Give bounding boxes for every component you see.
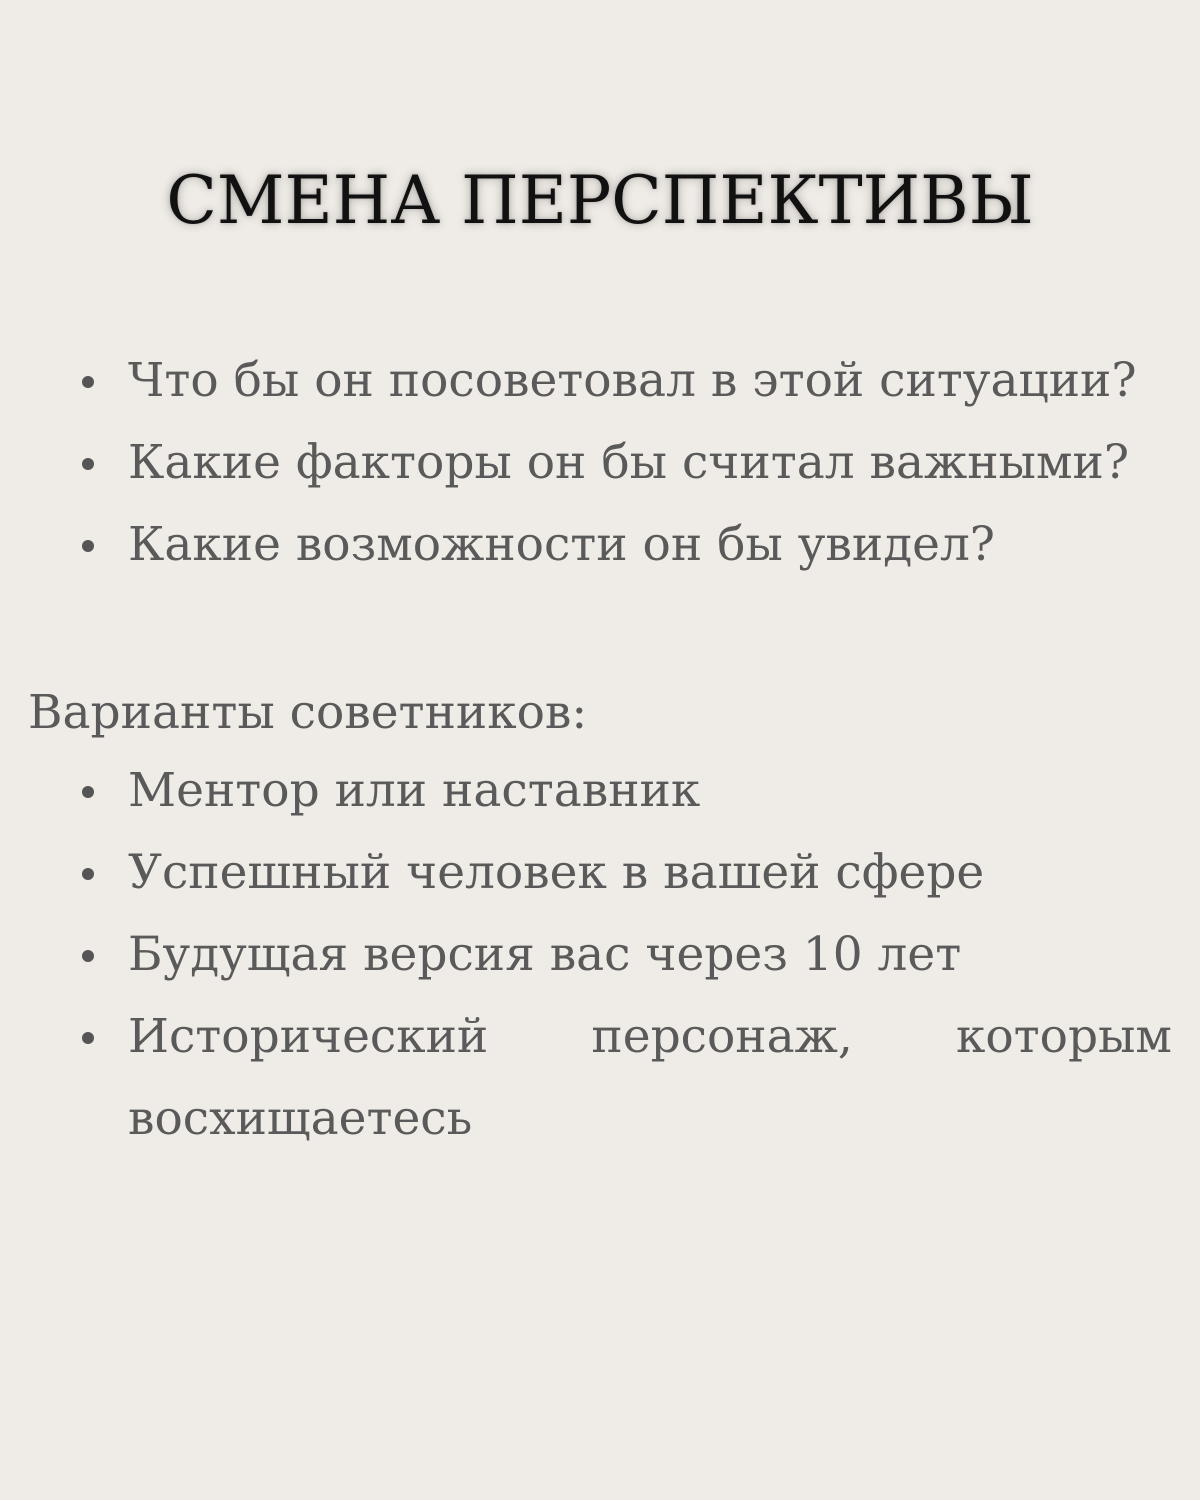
list-item xyxy=(82,996,1172,1160)
questions-list xyxy=(82,340,1182,586)
advisor-text: Исторический персонаж, которым восхищаетесь xyxy=(128,1009,1172,1146)
list-item xyxy=(82,914,1172,996)
advisor-text: Успешный человек в вашей сфере xyxy=(128,845,985,900)
bullet-icon xyxy=(82,458,94,470)
advisors-list xyxy=(82,750,1172,1160)
question-text: Какие факторы он бы считал важными? xyxy=(128,435,1130,490)
list-item xyxy=(82,340,1182,422)
question-text: Какие возможности он бы увидел? xyxy=(128,517,995,572)
bullet-icon xyxy=(82,540,94,552)
advisors-heading: Варианты советников: xyxy=(28,685,588,740)
list-item xyxy=(82,504,1182,586)
bullet-icon xyxy=(82,376,94,388)
advisor-text: Будущая версия вас через 10 лет xyxy=(128,927,962,982)
bullet-icon xyxy=(82,1032,94,1044)
advisor-text: Ментор или наставник xyxy=(128,763,701,818)
bullet-icon xyxy=(82,868,94,880)
list-item xyxy=(82,750,1172,832)
list-item xyxy=(82,422,1182,504)
list-item xyxy=(82,832,1172,914)
question-text: Что бы он посоветовал в этой ситуации? xyxy=(128,353,1137,408)
page-title: СМЕНА ПЕРСПЕКТИВЫ xyxy=(166,162,1034,240)
bullet-icon xyxy=(82,786,94,798)
bullet-icon xyxy=(82,950,94,962)
